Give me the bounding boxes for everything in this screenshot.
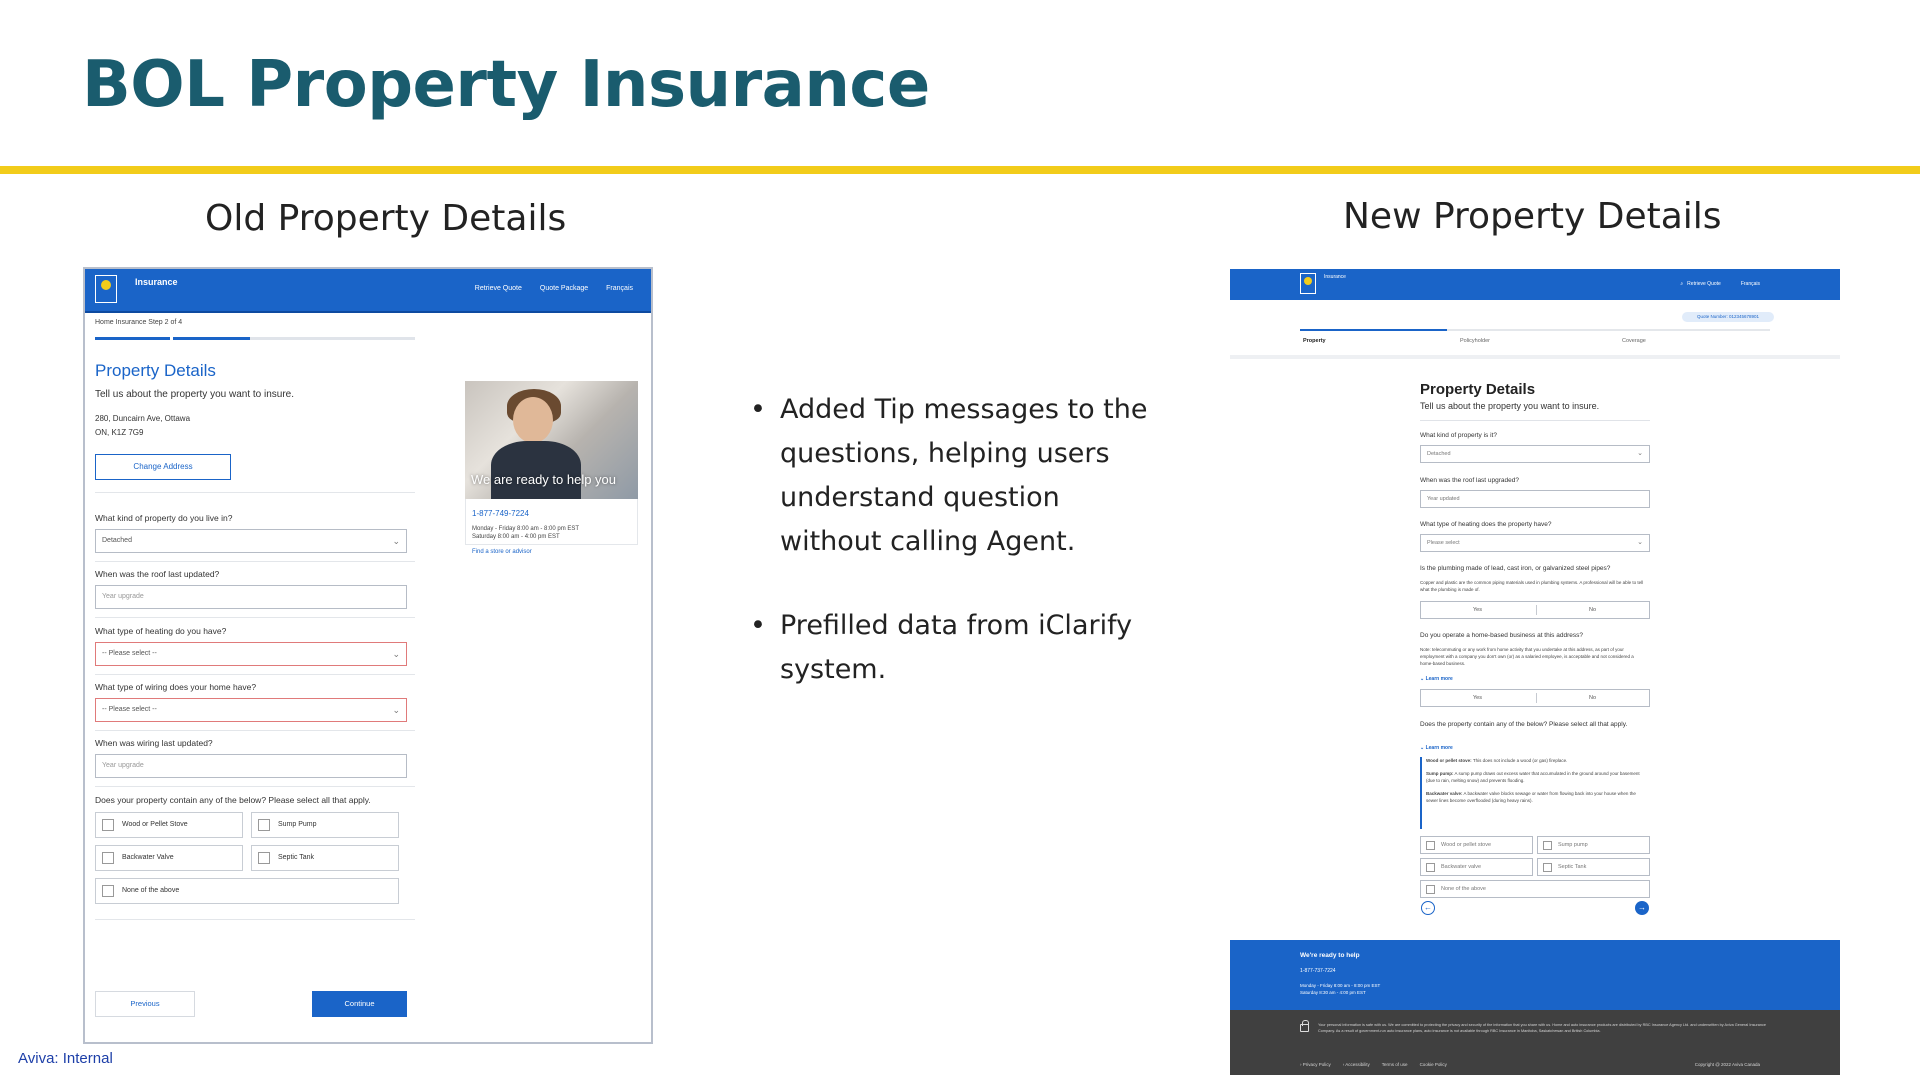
checkbox-label: Sump Pump bbox=[278, 821, 317, 828]
divider bbox=[95, 617, 415, 618]
business-yes-no[interactable] bbox=[1420, 689, 1650, 707]
new-heating-value: Please select bbox=[1427, 540, 1460, 546]
new-brand: Insurance bbox=[1324, 274, 1346, 280]
tip-stove-text: This does not include a wood (or gas) fireplace. bbox=[1472, 758, 1568, 763]
footer-hours bbox=[1300, 982, 1380, 996]
new-checkbox-valve[interactable] bbox=[1420, 858, 1533, 876]
divider bbox=[1536, 605, 1537, 615]
old-q-wiring: What type of wiring does your home have? bbox=[95, 682, 257, 692]
checkbox-label: Wood or pellet stove bbox=[1441, 842, 1492, 848]
find-store-link[interactable]: Find a store or advisor bbox=[472, 549, 532, 555]
old-checkbox-septic[interactable] bbox=[251, 845, 399, 871]
new-subtitle: Tell us about the property you want to insure. bbox=[1420, 401, 1600, 411]
old-property-value: Detached bbox=[102, 537, 132, 544]
old-checkbox-sump[interactable] bbox=[251, 812, 399, 838]
agent-photo bbox=[465, 381, 638, 499]
old-heating-select[interactable] bbox=[95, 642, 407, 666]
tip-stove-label: Wood or pellet stove: bbox=[1426, 758, 1472, 763]
plumbing-yes-no[interactable] bbox=[1420, 601, 1650, 619]
old-step: Home Insurance Step 2 of 4 bbox=[95, 319, 183, 326]
accessibility-link[interactable]: › Accessibility bbox=[1342, 1062, 1370, 1067]
yes-option[interactable]: Yes bbox=[1473, 695, 1482, 701]
bullet-list bbox=[750, 388, 1150, 732]
new-nav-language[interactable]: Français bbox=[1740, 281, 1760, 287]
checkbox-icon bbox=[1426, 863, 1435, 872]
divider bbox=[95, 492, 415, 493]
old-subtitle: Tell us about the property you want to insure. bbox=[95, 389, 295, 400]
checkbox-label: Wood or Pellet Stove bbox=[122, 821, 188, 828]
help-footer bbox=[1230, 940, 1840, 1010]
learn-more-link[interactable] bbox=[1420, 676, 1453, 682]
slide-title: BOL Property Insurance bbox=[82, 48, 930, 122]
new-roof-input[interactable]: Year updated bbox=[1420, 490, 1650, 508]
divider bbox=[95, 730, 415, 731]
terms-link[interactable]: Terms of use bbox=[1381, 1062, 1408, 1067]
new-nav bbox=[1680, 281, 1760, 287]
tab-coverage[interactable]: Coverage bbox=[1622, 338, 1646, 344]
cookie-link[interactable]: Cookie Policy bbox=[1419, 1062, 1447, 1067]
checkbox-icon bbox=[102, 852, 114, 864]
divider bbox=[1420, 420, 1650, 421]
checkbox-icon bbox=[1543, 863, 1552, 872]
checkbox-label: Septic Tank bbox=[278, 854, 315, 861]
checkbox-label: Backwater valve bbox=[1441, 864, 1482, 870]
learn-more-label: Learn more bbox=[1425, 676, 1453, 682]
new-help-plumbing: Copper and plastic are the common piping materials used in plumbing systems. A professional will be able to tell what the plumbing is made of. bbox=[1420, 580, 1644, 592]
copyright: Copyright @ 2022 Aviva Canada bbox=[1694, 1062, 1760, 1067]
checkbox-icon bbox=[258, 819, 270, 831]
checkbox-label: None of the above bbox=[1441, 886, 1486, 892]
old-nav-language[interactable]: Français bbox=[606, 285, 633, 292]
new-progress-bar bbox=[1300, 329, 1770, 331]
old-phone[interactable]: 1-877-749-7224 bbox=[472, 509, 529, 518]
checkbox-icon bbox=[1426, 841, 1435, 850]
photo-caption: We are ready to help you bbox=[471, 472, 617, 487]
old-brand: Insurance bbox=[135, 277, 178, 287]
bullet-item: • Added Tip messages to the questions, helping users understand question without calling Agent. bbox=[750, 388, 1150, 564]
old-address bbox=[95, 412, 190, 440]
bullet-item: • Prefilled data from iClarify system. bbox=[750, 604, 1150, 692]
tip-message bbox=[1420, 757, 1648, 829]
chevron-down-icon: ⌄ bbox=[1420, 745, 1426, 751]
checkbox-label: Backwater Valve bbox=[122, 854, 174, 861]
rbc-logo-icon bbox=[95, 275, 117, 303]
new-title: Property Details bbox=[1420, 381, 1536, 398]
chevron-down-icon: ⌄ bbox=[392, 649, 400, 659]
new-q-property: What kind of property is it? bbox=[1420, 432, 1497, 439]
no-option[interactable]: No bbox=[1589, 607, 1597, 613]
old-nav bbox=[475, 285, 633, 292]
learn-more-link[interactable] bbox=[1420, 745, 1453, 751]
new-checkbox-none[interactable] bbox=[1420, 880, 1650, 898]
old-q-wiring-updated: When was wiring last updated? bbox=[95, 738, 213, 748]
rbc-logo-icon bbox=[1300, 273, 1316, 294]
checkbox-icon bbox=[102, 885, 114, 897]
old-wiring-year-input[interactable]: Year upgrade bbox=[95, 754, 407, 778]
next-arrow-icon[interactable]: → bbox=[1635, 901, 1649, 915]
tip-valve-text: A backwater valve blocks sewage or water from flowing back into your house when the sewer lines become overflooded (during heavy rains). bbox=[1426, 791, 1636, 803]
new-header bbox=[1230, 269, 1840, 300]
chevron-down-icon: ⌄ bbox=[1420, 676, 1426, 682]
footer-phone[interactable]: 1-877-737-7224 bbox=[1300, 968, 1336, 974]
yes-option[interactable]: Yes bbox=[1473, 607, 1482, 613]
old-checkbox-valve[interactable] bbox=[95, 845, 243, 871]
divider bbox=[1230, 355, 1840, 359]
old-checkbox-stove[interactable] bbox=[95, 812, 243, 838]
continue-button[interactable]: Continue bbox=[312, 991, 407, 1017]
chevron-down-icon: ⌄ bbox=[1637, 539, 1643, 546]
old-hours-weekday: Monday - Friday 8:00 am - 8:00 pm EST bbox=[472, 526, 580, 532]
new-property-value: Detached bbox=[1427, 451, 1451, 457]
search-icon: ⌕ bbox=[1680, 281, 1684, 287]
divider bbox=[95, 786, 415, 787]
accessibility-label: Accessibility bbox=[1345, 1062, 1370, 1067]
tip-sump-label: Sump pump: bbox=[1426, 771, 1454, 776]
divider bbox=[95, 561, 415, 562]
checkbox-icon bbox=[102, 819, 114, 831]
old-nav-package[interactable]: Quote Package bbox=[539, 285, 589, 292]
new-help-business: Note: telecommuting or any work from home activity that you undertake at this address, as part of your employment with a company you don't own (or) as a salaried employee, is acceptable and not considered a home-based business. bbox=[1420, 647, 1634, 666]
chevron-down-icon: ⌄ bbox=[1637, 450, 1643, 457]
legal-footer bbox=[1230, 1010, 1840, 1075]
old-checkbox-none[interactable] bbox=[95, 878, 399, 904]
privacy-link[interactable]: › Privacy Policy bbox=[1300, 1062, 1331, 1067]
checkbox-icon bbox=[1426, 885, 1435, 894]
old-progress-bar bbox=[95, 337, 415, 340]
tab-policyholder[interactable]: Policyholder bbox=[1460, 338, 1490, 344]
new-nav-retrieve[interactable]: Retrieve Quote bbox=[1687, 281, 1721, 287]
previous-button[interactable]: Previous bbox=[95, 991, 195, 1017]
footer-title: We're ready to help bbox=[1300, 952, 1360, 959]
new-heading: New Property Details bbox=[1343, 196, 1722, 237]
chevron-down-icon: ⌄ bbox=[392, 536, 400, 546]
legal-text: Your personal information is safe with us. We are committed to protecting the privacy and security of the information that you share with us. Home and auto insurance products are distributed by RBC Insurance Agency Ltd. and underwritten by Aviva General Insurance Company. As a result of government-run auto insurance plans, auto insurance is not available through RBC Insurance in Manitoba, Saskatchewan and British Columbia. bbox=[1318, 1023, 1766, 1033]
old-title: Property Details bbox=[95, 361, 216, 380]
divider bbox=[95, 919, 415, 920]
new-checkbox-sump[interactable] bbox=[1537, 836, 1650, 854]
learn-more-label: Learn more bbox=[1425, 745, 1453, 751]
old-q-property: What kind of property do you live in? bbox=[95, 513, 233, 523]
privacy-label: Privacy Policy bbox=[1302, 1062, 1331, 1067]
old-hours bbox=[472, 525, 579, 541]
old-nav-retrieve[interactable]: Retrieve Quote bbox=[474, 285, 522, 292]
footer-hours-saturday: Saturday 8:30 am - 4:00 pm EST bbox=[1300, 990, 1366, 995]
divider bbox=[1536, 693, 1537, 703]
new-checkbox-stove[interactable] bbox=[1420, 836, 1533, 854]
old-wiring-value: -- Please select -- bbox=[102, 706, 157, 713]
old-wiring-select[interactable] bbox=[95, 698, 407, 722]
old-address-line2: ON, K1Z 7G9 bbox=[95, 428, 144, 437]
checkbox-label: Sump pump bbox=[1558, 842, 1588, 848]
tip-sump-text: A sump pump draws out excess water that accumulated in the ground around your basement (due to rain, melting snow) and prevents flooding. bbox=[1426, 771, 1640, 783]
old-hours-saturday: Saturday 8:00 am - 4:00 pm EST bbox=[472, 534, 560, 540]
old-heating-value: -- Please select -- bbox=[102, 650, 157, 657]
new-q-business: Do you operate a home-based business at this address? bbox=[1420, 632, 1583, 639]
checkbox-icon bbox=[258, 852, 270, 864]
old-q-contain: Does your property contain any of the below? Please select all that apply. bbox=[95, 795, 371, 805]
checkbox-label: None of the above bbox=[122, 887, 180, 894]
new-property-select[interactable] bbox=[1420, 445, 1650, 463]
footer-hours-weekday: Monday - Friday 8:00 am - 8:00 pm EST bbox=[1300, 983, 1381, 988]
divider bbox=[95, 674, 415, 675]
new-property-screenshot bbox=[1230, 269, 1840, 1075]
old-header bbox=[85, 269, 651, 313]
new-q-contain: Does the property contain any of the below? Please select all that apply. bbox=[1420, 721, 1628, 728]
change-address-button[interactable]: Change Address bbox=[95, 454, 231, 480]
old-address-line1: 280, Duncairn Ave, Ottawa bbox=[95, 414, 191, 423]
quote-number-badge: Quote Number: 012345678901 bbox=[1682, 312, 1774, 322]
old-q-roof: When was the roof last updated? bbox=[95, 569, 220, 579]
old-roof-input[interactable]: Year upgrade bbox=[95, 585, 407, 609]
yellow-divider bbox=[0, 166, 1920, 174]
new-q-heating: What type of heating does the property have? bbox=[1420, 521, 1552, 528]
new-q-roof: When was the roof last upgraded? bbox=[1420, 477, 1520, 484]
old-property-select[interactable] bbox=[95, 529, 407, 553]
old-heading: Old Property Details bbox=[205, 198, 567, 239]
classification-tag: Aviva: Internal bbox=[18, 1050, 113, 1067]
tab-property[interactable]: Property bbox=[1303, 338, 1326, 344]
chevron-down-icon: ⌄ bbox=[392, 705, 400, 715]
lock-icon bbox=[1300, 1024, 1309, 1032]
old-q-heating: What type of heating do you have? bbox=[95, 626, 227, 636]
new-q-plumbing: Is the plumbing made of lead, cast iron, or galvanized steel pipes? bbox=[1420, 565, 1611, 572]
footer-links bbox=[1300, 1062, 1447, 1067]
no-option[interactable]: No bbox=[1589, 695, 1597, 701]
checkbox-icon bbox=[1543, 841, 1552, 850]
back-arrow-icon[interactable]: ← bbox=[1421, 901, 1435, 915]
old-property-screenshot bbox=[83, 267, 653, 1044]
new-checkbox-septic[interactable] bbox=[1537, 858, 1650, 876]
new-heating-select[interactable] bbox=[1420, 534, 1650, 552]
tip-valve-label: Backwater valve: bbox=[1426, 791, 1463, 796]
checkbox-label: Septic Tank bbox=[1558, 864, 1587, 870]
